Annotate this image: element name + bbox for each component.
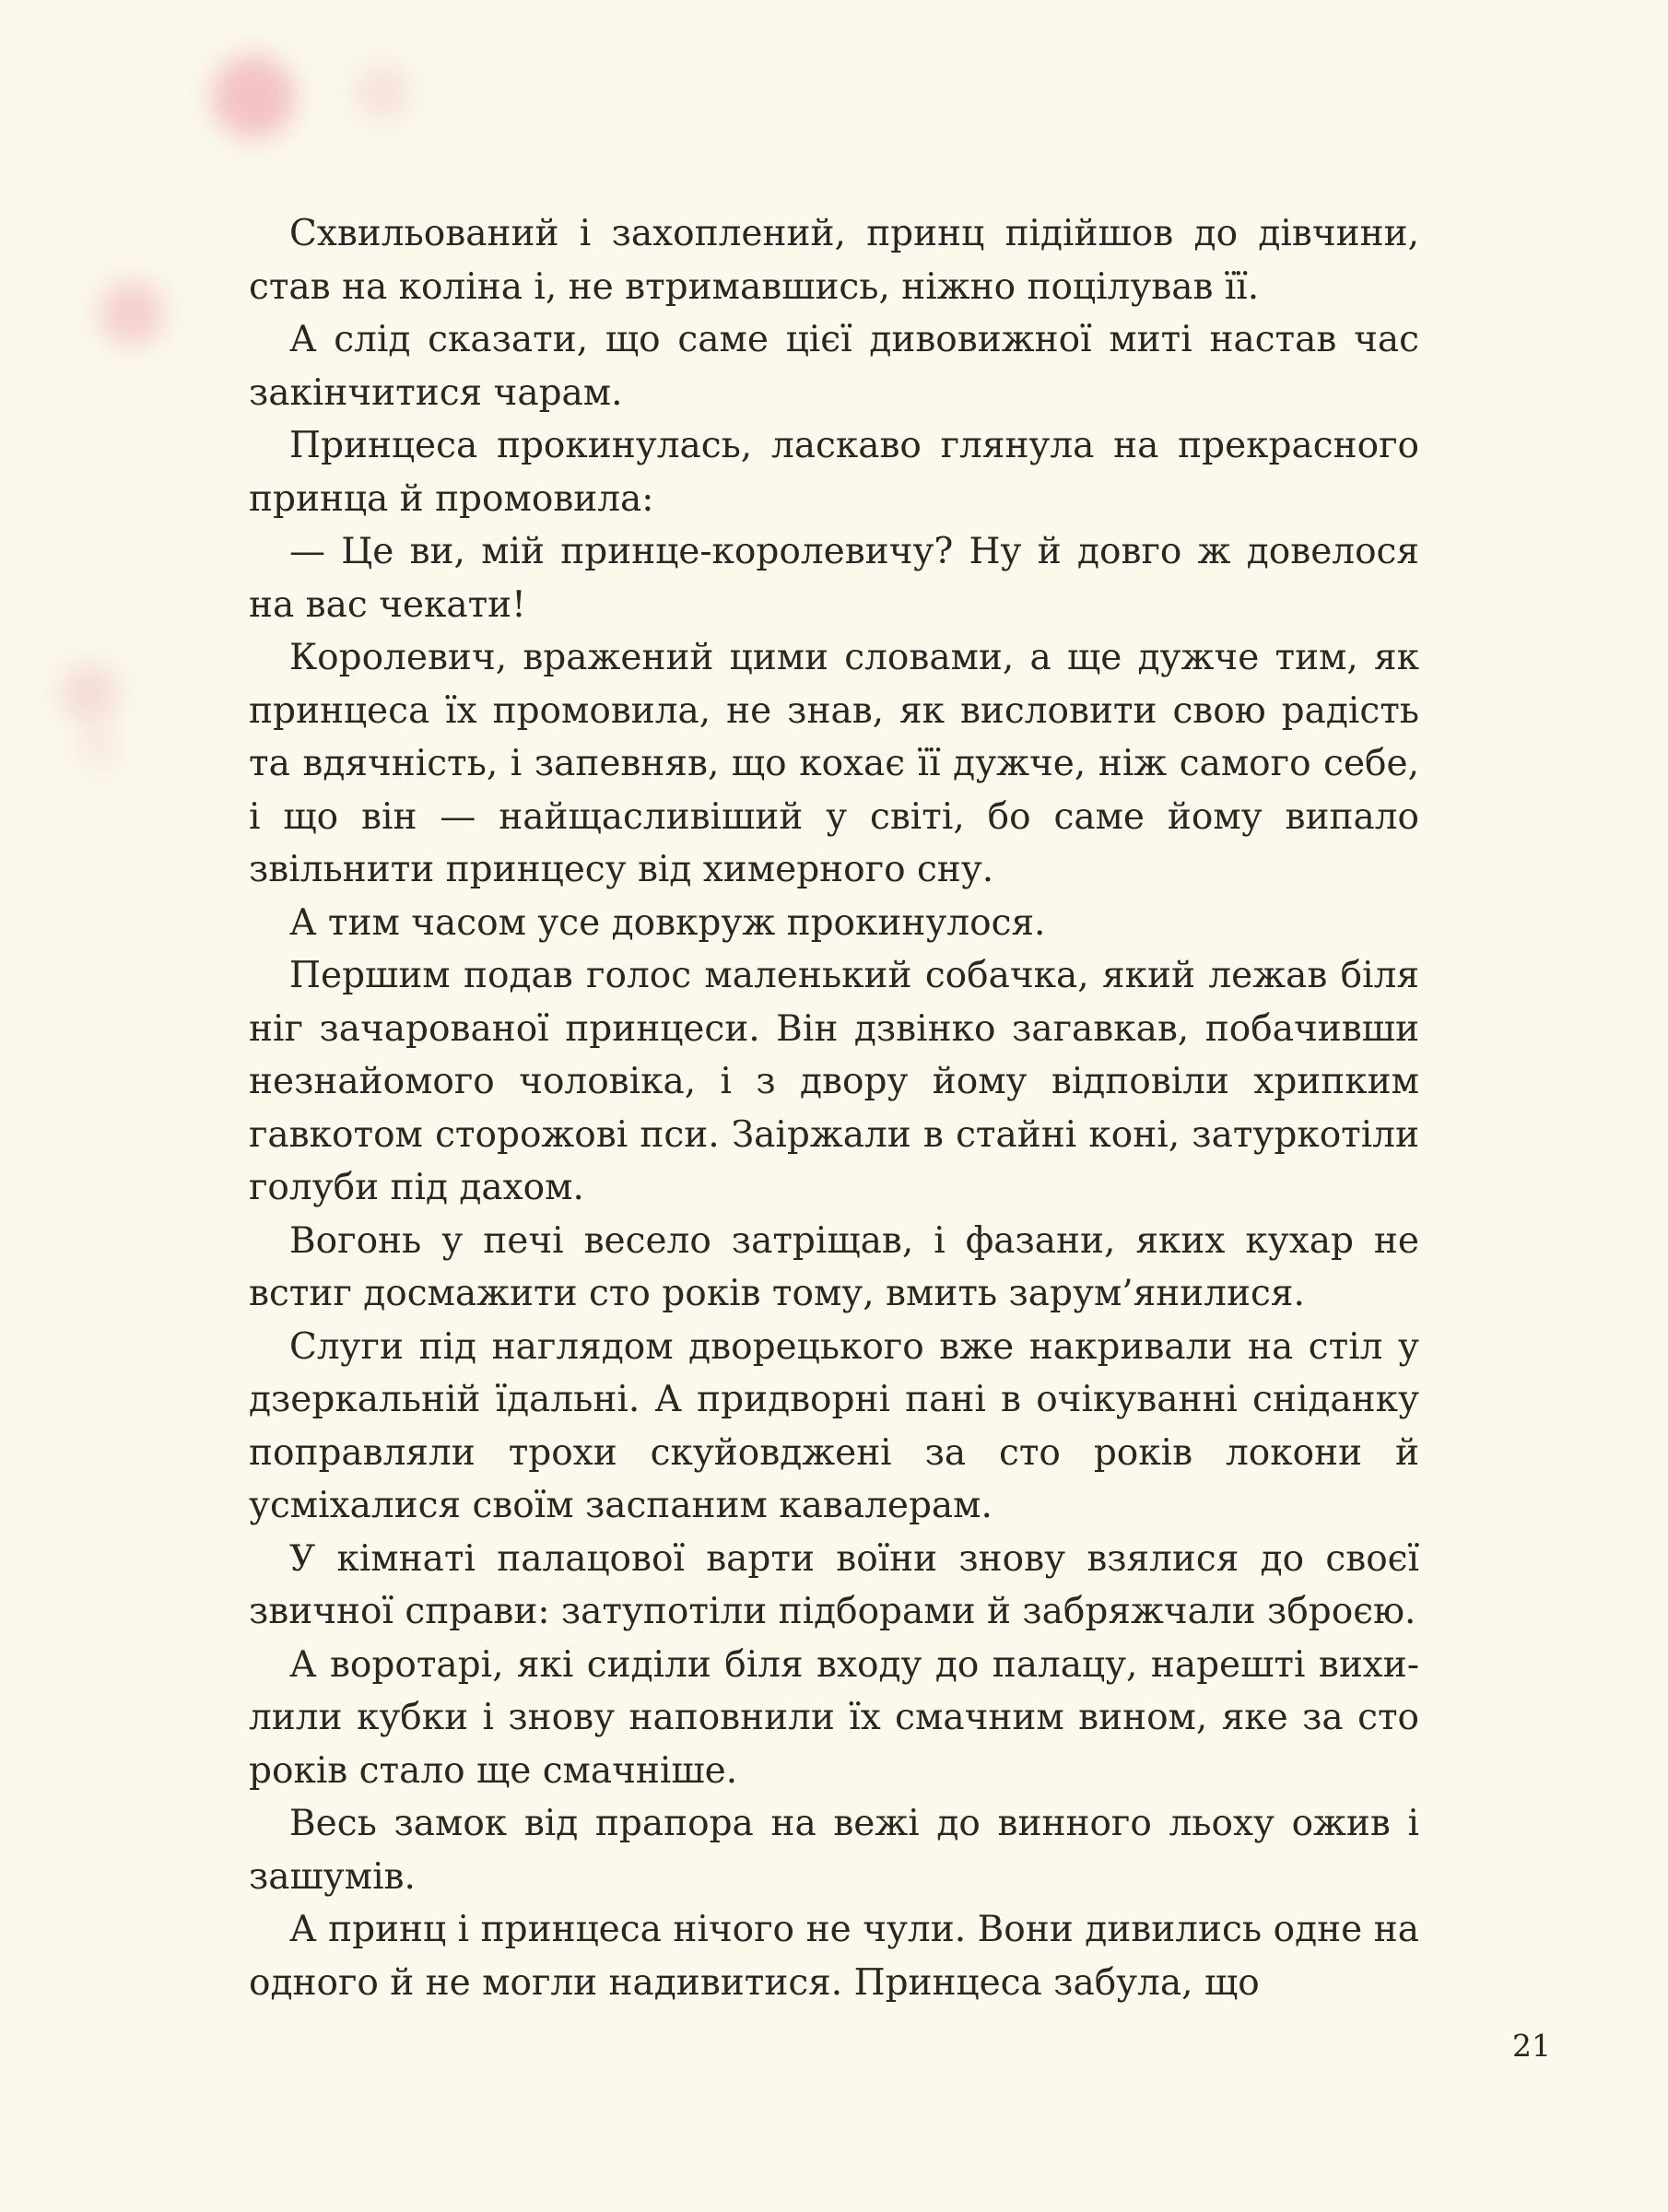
paragraph: А тим часом усе довкруж прокинулося. (289, 901, 1046, 944)
paragraph: Принцеса прокинулась, ласкаво глянула на прекрасного принца й промовила: (249, 425, 1419, 520)
watercolor-blot (60, 664, 120, 724)
paragraph: Весь замок від прапора на вежі до винного льоху ожив і зашумів. (249, 1803, 1419, 1898)
paragraph: А принц і принцеса нічого не чули. Вони дивились одне на одного й не могли надивитися. Принцеса забула, що (249, 1909, 1419, 2004)
paragraph: Вогонь у печі весело затріщав, і фазани, яких кухар не встиг досмажити сто років тому, вмить зарум’янилися. (249, 1219, 1419, 1314)
paragraph: У кімнаті палацової варти воїни знову взялися до своєї звичної справи: затупотіли підборами й забряжчали зброєю. (249, 1537, 1419, 1632)
watercolor-blot (100, 281, 164, 346)
body-text (249, 207, 1419, 2009)
paragraph: Слуги під наглядом дворецького вже накривали на стіл у дзеркальній їдальні. А придворні пані в очікуванні сніданку поправляли трохи скуйовджені за сто років локони й усміхалися своїм заспаним кавалерам. (249, 1325, 1419, 1526)
watercolor-blot (355, 65, 410, 120)
paragraph: Схвильований і захоплений, принц підійшов до дівчини, став на коліна і, не втримавшись, ніжно поцілував її. (249, 213, 1419, 308)
paragraph: А воротарі, які сиділи біля входу до палацу, нарешті вихилили кубки і знову наповнили їх смачним вином, яке за сто років стало ще смачніше. (249, 1643, 1419, 1792)
paragraph: Королевич, вражений цими словами, а ще дужче тим, як принцеса їх промовила, не знав, як висловити свою радість та вдячність, і запевняв, що кохає її дужче, ніж самого себе, і що він — найщасливіший у світі, бо саме йому випало звільнити принцесу від химерного сну. (249, 637, 1419, 890)
watercolor-blot (78, 728, 120, 770)
watercolor-blot (212, 55, 295, 138)
paragraph: — Це ви, мій принце-королевичу? Ну й довго ж довелося на вас чекати! (249, 531, 1419, 626)
page-number: 21 (1512, 2028, 1551, 2064)
paragraph: А слід сказати, що саме цієї дивовижної миті настав час закінчитися чарам. (249, 319, 1419, 414)
paragraph: Першим подав голос маленький собачка, який лежав біля ніг зачарованої принцеси. Він дзвінко загавкав, побачивши незнайомого чоловіка, і з двору йому відповіли хрипким гавкотом сторожові пси. Заіржали в стайні коні, затуркотіли голуби під дахом. (249, 955, 1419, 1208)
